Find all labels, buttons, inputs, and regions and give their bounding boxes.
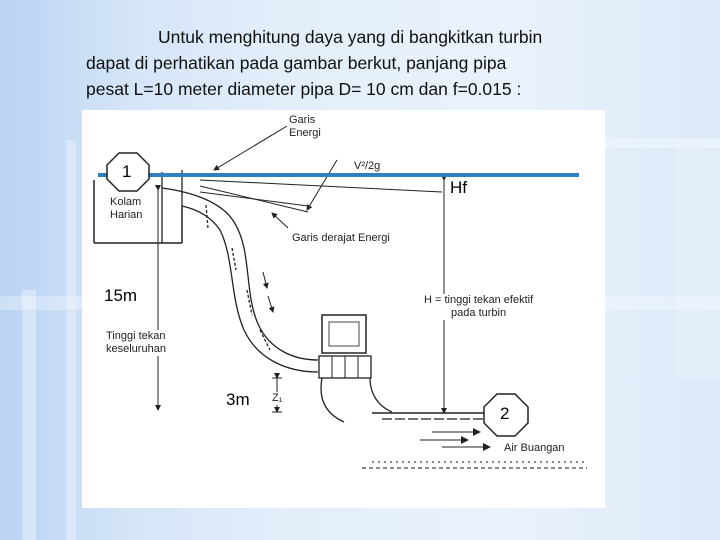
intro-line: pesat L=10 meter diameter pipa D= 10 cm dan f=0.015 : bbox=[86, 79, 522, 99]
background-stripe bbox=[66, 140, 76, 540]
ground-hatch bbox=[362, 462, 587, 468]
tinggi-tekan-efektif-label bbox=[424, 294, 533, 320]
dimension-lines bbox=[158, 180, 444, 413]
tinggi-tekan-keseluruhan-line: keseluruhan bbox=[106, 343, 166, 355]
garis-energi-line: Energi bbox=[289, 127, 321, 139]
tinggi-tekan-keseluruhan-line: Tinggi tekan bbox=[106, 330, 166, 342]
kolam-harian-line: Kolam bbox=[110, 196, 142, 208]
kolam-harian-line: Harian bbox=[110, 209, 143, 221]
penstock-pipe bbox=[162, 170, 318, 372]
head-15m-label: 15m bbox=[104, 286, 138, 305]
garis-energi-line: Garis bbox=[289, 114, 316, 126]
draft-tube bbox=[321, 378, 502, 422]
point-2-label: 2 bbox=[500, 404, 510, 423]
tinggi-tekan-efektif-line: pada turbin bbox=[451, 307, 507, 319]
intro-line: Untuk menghitung daya yang di bangkitkan turbin bbox=[158, 27, 543, 47]
intro-line: dapat di perhatikan pada gambar berkut, panjang pipa bbox=[86, 53, 507, 73]
z1-label: Z₁ bbox=[272, 392, 283, 404]
hydropower-diagram bbox=[82, 110, 605, 508]
tinggi-tekan-keseluruhan-label bbox=[106, 330, 166, 356]
turbine bbox=[319, 315, 371, 378]
background-panel bbox=[676, 140, 720, 380]
background-stripe bbox=[22, 290, 36, 540]
background-stripe bbox=[600, 138, 720, 148]
point-1-label: 1 bbox=[122, 162, 132, 181]
flow-arrows bbox=[263, 272, 273, 312]
height-3m-label: 3m bbox=[226, 390, 250, 409]
hf-label: Hf bbox=[450, 178, 467, 197]
tinggi-tekan-efektif-line: H = tinggi tekan efektif bbox=[424, 294, 534, 306]
velocity-head-label: V²/2g bbox=[354, 160, 381, 172]
hydraulic-grade-lines bbox=[200, 180, 442, 212]
kolam-harian-label bbox=[110, 196, 142, 222]
air-buangan-label: Air Buangan bbox=[504, 442, 565, 454]
intro-text bbox=[86, 24, 646, 102]
garis-energi-label bbox=[289, 114, 321, 140]
garis-derajat-energi-label: Garis derajat Energi bbox=[292, 232, 390, 244]
outflow-arrows bbox=[420, 432, 490, 447]
